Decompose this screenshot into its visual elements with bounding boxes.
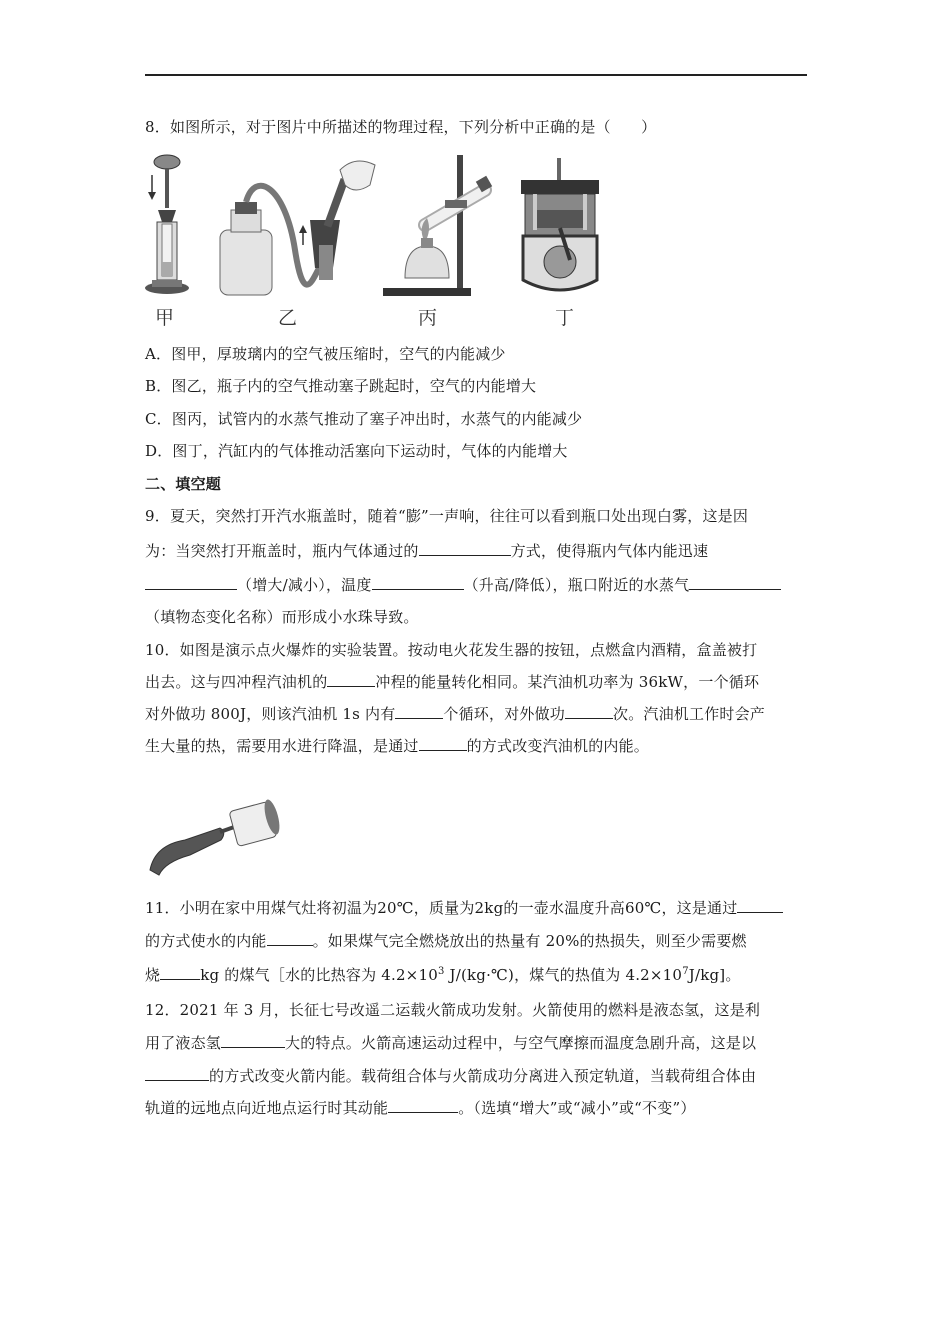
q11-blank-2[interactable] xyxy=(267,930,313,946)
bottle-pump-icon xyxy=(215,150,380,300)
q11-blank-3[interactable] xyxy=(160,964,200,980)
q11-text: J/(kg·℃)，煤气的热值为 4.2×10 xyxy=(444,966,683,984)
spark-igniter-icon xyxy=(145,790,285,880)
q10-blank-2[interactable] xyxy=(395,703,443,719)
q10-blank-1[interactable] xyxy=(327,671,375,687)
q12-blank-2[interactable] xyxy=(145,1065,209,1081)
q9-blank-1[interactable] xyxy=(419,540,511,556)
q11-line-2 xyxy=(145,930,747,951)
q11-text: 。如果煤气完全燃烧放出的热量有 20%的热损失，则至少需要燃 xyxy=(312,932,747,950)
q9-line-3 xyxy=(145,574,781,595)
q11-text: 11．小明在家中用煤气灶将初温为20℃，质量为2kg的一壶水温度升高60℃，这是通过 xyxy=(145,899,738,917)
q10-line-3 xyxy=(145,703,765,724)
test-tube-heating-icon xyxy=(375,150,500,300)
q11-text: kg 的煤气［水的比热容为 4.2×10 xyxy=(200,966,438,984)
q9-blank-3[interactable] xyxy=(372,574,464,590)
q9-text: 为：当突然打开瓶盖时，瓶内气体通过的 xyxy=(145,542,419,560)
q12-line-4 xyxy=(145,1097,696,1118)
q11-text: 的方式使水的内能 xyxy=(145,932,267,950)
q12-text: 大的特点。火箭高速运动过程中，与空气摩擦而温度急剧升高，这是以 xyxy=(285,1034,757,1052)
q10-line-4 xyxy=(145,735,649,756)
q10-text: 出去。这与四冲程汽油机的 xyxy=(145,673,328,691)
q12-text: 轨道的远地点向近地点运行时其动能 xyxy=(145,1099,389,1117)
q8-option-c[interactable]: C．图丙，试管内的水蒸气推动了塞子冲出时，水蒸气的内能减少 xyxy=(145,410,583,428)
q9-text: （升高/降低），瓶口附近的水蒸气 xyxy=(463,576,690,594)
q12-blank-3[interactable] xyxy=(388,1097,458,1113)
q11-line-3 xyxy=(145,964,741,985)
q10-text: 次。汽油机工作时会产 xyxy=(613,705,766,723)
q8-option-d[interactable]: D．图丁，汽缸内的气体推动活塞向下运动时，气体的内能增大 xyxy=(145,442,568,460)
section-title-fill-blank: 二、填空题 xyxy=(145,475,222,493)
q10-text: 的方式改变汽油机的内能。 xyxy=(466,737,650,755)
q10-blank-3[interactable] xyxy=(565,703,613,719)
q9-line-4: （填物态变化名称）而形成小水珠导致。 xyxy=(145,608,419,626)
q11-exponent: 7 xyxy=(682,966,689,977)
q12-line-1: 12．2021 年 3 月，长征七号改遥二运载火箭成功发射。火箭使用的燃料是液态氢，这是利 xyxy=(145,1001,761,1019)
piston-fire-syringe-icon xyxy=(140,150,200,300)
q8-stem: 8．如图所示，对于图片中所描述的物理过程，下列分析中正确的是（ ） xyxy=(145,118,657,136)
q11-exponent: 3 xyxy=(437,966,445,977)
q9-text: （增大/减小），温度 xyxy=(237,576,372,594)
q10-text: 个循环，对外做功 xyxy=(443,705,565,723)
engine-cylinder-icon xyxy=(515,150,605,300)
q12-line-2 xyxy=(145,1032,756,1053)
q8-option-a[interactable]: A．图甲，厚玻璃内的空气被压缩时，空气的内能减少 xyxy=(145,345,506,363)
q10-text: 生大量的热，需要用水进行降温，是通过 xyxy=(145,737,419,755)
q9-blank-4[interactable] xyxy=(689,574,781,590)
q10-line-2 xyxy=(145,671,759,692)
q11-text: 烧 xyxy=(145,966,161,984)
q12-text: 的方式改变火箭内能。载荷组合体与火箭成功分离进入预定轨道，当载荷组合体由 xyxy=(209,1067,757,1085)
q9-line-2 xyxy=(145,540,708,561)
q10-line-1: 10．如图是演示点火爆炸的实验装置。按动电火花发生器的按钮，点燃盒内酒精，盒盖被打 xyxy=(145,641,758,659)
q12-line-3 xyxy=(145,1065,756,1086)
header-rule xyxy=(145,74,807,76)
q9-line-1: 9．夏天，突然打开汽水瓶盖时，随着“膨”一声响，往往可以看到瓶口处出现白雾，这是因 xyxy=(145,507,749,525)
q12-text: 用了液态氢 xyxy=(145,1034,222,1052)
figure-caption-jia: 甲 xyxy=(155,307,175,329)
figure-caption-yi: 乙 xyxy=(278,307,298,329)
q10-blank-4[interactable] xyxy=(419,735,467,751)
q9-blank-2[interactable] xyxy=(145,574,237,590)
figure-caption-ding: 丁 xyxy=(555,307,575,329)
q11-line-1 xyxy=(145,897,783,918)
q12-text: 。（选填“增大”或“减小”或“不变”） xyxy=(458,1099,696,1117)
q11-text: J/kg]。 xyxy=(688,966,741,984)
q10-text: 冲程的能量转化相同。某汽油机功率为 36kW，一个循环 xyxy=(375,673,760,691)
q12-blank-1[interactable] xyxy=(221,1032,285,1048)
figure-caption-bing: 丙 xyxy=(418,307,438,329)
q11-blank-1[interactable] xyxy=(737,897,783,913)
q8-option-b[interactable]: B．图乙，瓶子内的空气推动塞子跳起时，空气的内能增大 xyxy=(145,377,537,395)
q10-text: 对外做功 800J，则该汽油机 1s 内有 xyxy=(145,705,396,723)
q9-text: 方式，使得瓶内气体内能迅速 xyxy=(510,542,709,560)
